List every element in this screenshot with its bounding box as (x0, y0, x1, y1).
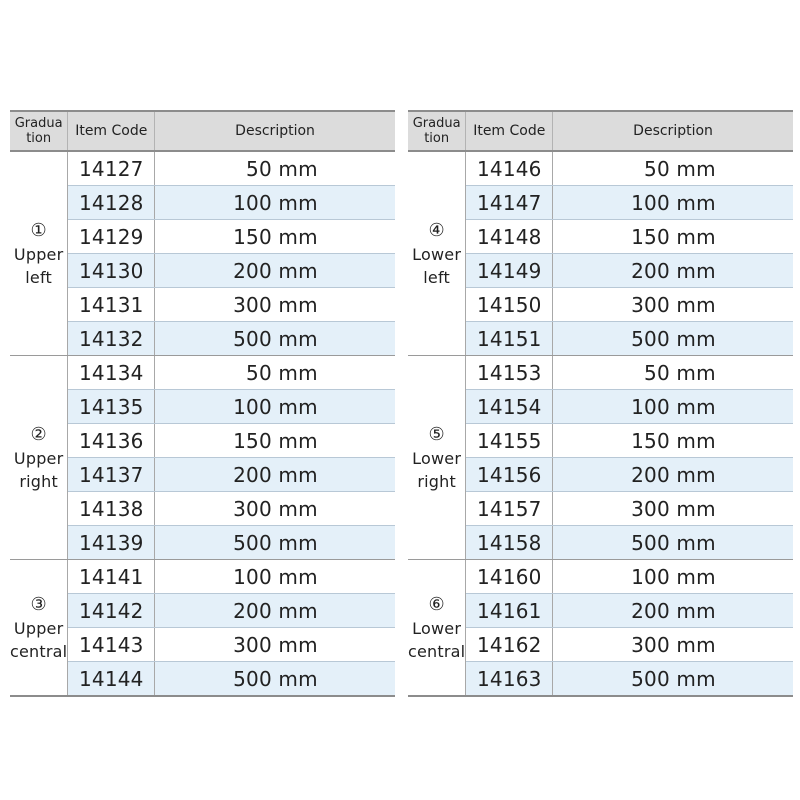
description: 200 mm (155, 458, 395, 492)
graduation-name-line1: Lower (412, 244, 462, 264)
item-code: 14153 (466, 356, 553, 390)
graduation-header-line2: tion (424, 131, 450, 146)
item-code: 14143 (68, 628, 155, 662)
description: 300 mm (155, 288, 395, 322)
graduation-header-line1: Gradua (412, 116, 461, 131)
item-code: 14158 (466, 526, 553, 560)
graduation-name-line2: right (19, 471, 58, 491)
item-code: 14141 (68, 560, 155, 594)
description: 500 mm (553, 322, 793, 356)
table-row (10, 356, 395, 390)
graduation-number: ② (30, 423, 47, 445)
description: 500 mm (155, 526, 395, 560)
table-row (408, 186, 793, 220)
table-row (10, 594, 395, 628)
item-code: 14135 (68, 390, 155, 424)
item-code: 14161 (466, 594, 553, 628)
description-header: Description (553, 111, 793, 151)
description: 200 mm (155, 254, 395, 288)
item-code: 14151 (466, 322, 553, 356)
table-row (408, 424, 793, 458)
description: 150 mm (155, 220, 395, 254)
graduation-group (408, 356, 793, 560)
graduation-header-line1: Gradua (14, 116, 63, 131)
item-code: 14128 (68, 186, 155, 220)
table-row (408, 288, 793, 322)
graduation-group (408, 560, 793, 697)
table-row (408, 390, 793, 424)
graduation-name-line2: left (25, 267, 52, 287)
item-code: 14144 (68, 662, 155, 697)
table-header-row (10, 111, 395, 151)
table-row (408, 526, 793, 560)
item-code: 14139 (68, 526, 155, 560)
table-row (10, 662, 395, 697)
description: 150 mm (155, 424, 395, 458)
graduation-table-left (10, 110, 395, 697)
description: 50 mm (155, 151, 395, 186)
item-code: 14146 (466, 151, 553, 186)
item-code: 14136 (68, 424, 155, 458)
item-code: 14162 (466, 628, 553, 662)
description: 300 mm (553, 288, 793, 322)
table-row (10, 390, 395, 424)
graduation-label (10, 356, 68, 560)
graduation-label (10, 151, 68, 356)
description: 50 mm (155, 356, 395, 390)
item-code: 14155 (466, 424, 553, 458)
graduation-name-line1: Upper (13, 618, 64, 638)
graduation-header (408, 111, 466, 151)
table-row (10, 458, 395, 492)
table-header-row (408, 111, 793, 151)
item-code: 14132 (68, 322, 155, 356)
graduation-name-line1: Lower (412, 448, 462, 468)
item-code: 14147 (466, 186, 553, 220)
description: 200 mm (553, 458, 793, 492)
item-code-header: Item Code (68, 111, 155, 151)
table-row (10, 526, 395, 560)
table-row (408, 492, 793, 526)
table-row (408, 220, 793, 254)
graduation-name-line1: Upper (13, 448, 64, 468)
description: 200 mm (155, 594, 395, 628)
graduation-label (408, 560, 466, 697)
description: 300 mm (553, 628, 793, 662)
description: 50 mm (553, 356, 793, 390)
graduation-name-line2: right (417, 471, 456, 491)
table-row (408, 594, 793, 628)
graduation-header (10, 111, 68, 151)
item-code: 14150 (466, 288, 553, 322)
graduation-number: ① (30, 219, 47, 241)
graduation-label (408, 151, 466, 356)
description: 200 mm (553, 254, 793, 288)
graduation-group (10, 356, 395, 560)
table-row (408, 356, 793, 390)
graduation-number: ⑥ (428, 593, 445, 615)
table-row (10, 322, 395, 356)
table-row (10, 560, 395, 594)
description: 50 mm (553, 151, 793, 186)
description: 500 mm (155, 662, 395, 697)
item-code: 14137 (68, 458, 155, 492)
graduation-header-line2: tion (26, 131, 52, 146)
graduation-label (10, 560, 68, 697)
table-row (10, 220, 395, 254)
table-row (408, 254, 793, 288)
table-row (10, 628, 395, 662)
graduation-name-line1: Upper (13, 244, 64, 264)
table-row (408, 662, 793, 697)
description: 300 mm (155, 492, 395, 526)
graduation-name-line2: central (10, 641, 68, 661)
item-code: 14129 (68, 220, 155, 254)
graduation-name-line2: central (408, 641, 466, 661)
graduation-number: ③ (30, 593, 47, 615)
table-row (408, 560, 793, 594)
item-code: 14156 (466, 458, 553, 492)
table-row (408, 322, 793, 356)
table-row (408, 458, 793, 492)
graduation-label (408, 356, 466, 560)
description: 100 mm (553, 390, 793, 424)
item-code: 14160 (466, 560, 553, 594)
item-code: 14138 (68, 492, 155, 526)
item-code-header: Item Code (466, 111, 553, 151)
description: 100 mm (553, 560, 793, 594)
description: 150 mm (553, 220, 793, 254)
table-row (10, 254, 395, 288)
graduation-name-line1: Lower (412, 618, 462, 638)
description: 100 mm (553, 186, 793, 220)
table-row (408, 628, 793, 662)
item-code: 14131 (68, 288, 155, 322)
description: 300 mm (553, 492, 793, 526)
description: 300 mm (155, 628, 395, 662)
description: 100 mm (155, 390, 395, 424)
item-code: 14163 (466, 662, 553, 697)
table-row (10, 186, 395, 220)
item-code: 14142 (68, 594, 155, 628)
table-row (10, 492, 395, 526)
item-code: 14134 (68, 356, 155, 390)
graduation-number: ④ (428, 219, 445, 241)
table-row (10, 151, 395, 186)
item-code: 14148 (466, 220, 553, 254)
description: 100 mm (155, 186, 395, 220)
item-code: 14157 (466, 492, 553, 526)
item-code: 14154 (466, 390, 553, 424)
description: 500 mm (553, 526, 793, 560)
graduation-group (408, 151, 793, 356)
description: 150 mm (553, 424, 793, 458)
table-row (10, 288, 395, 322)
item-code: 14130 (68, 254, 155, 288)
table-row (408, 151, 793, 186)
description: 100 mm (155, 560, 395, 594)
graduation-group (10, 560, 395, 697)
description: 500 mm (155, 322, 395, 356)
table-row (10, 424, 395, 458)
graduation-number: ⑤ (428, 423, 445, 445)
item-code: 14127 (68, 151, 155, 186)
graduation-table-right (408, 110, 793, 697)
graduation-name-line2: left (423, 267, 450, 287)
description: 200 mm (553, 594, 793, 628)
description: 500 mm (553, 662, 793, 697)
item-code: 14149 (466, 254, 553, 288)
description-header: Description (155, 111, 395, 151)
graduation-group (10, 151, 395, 356)
